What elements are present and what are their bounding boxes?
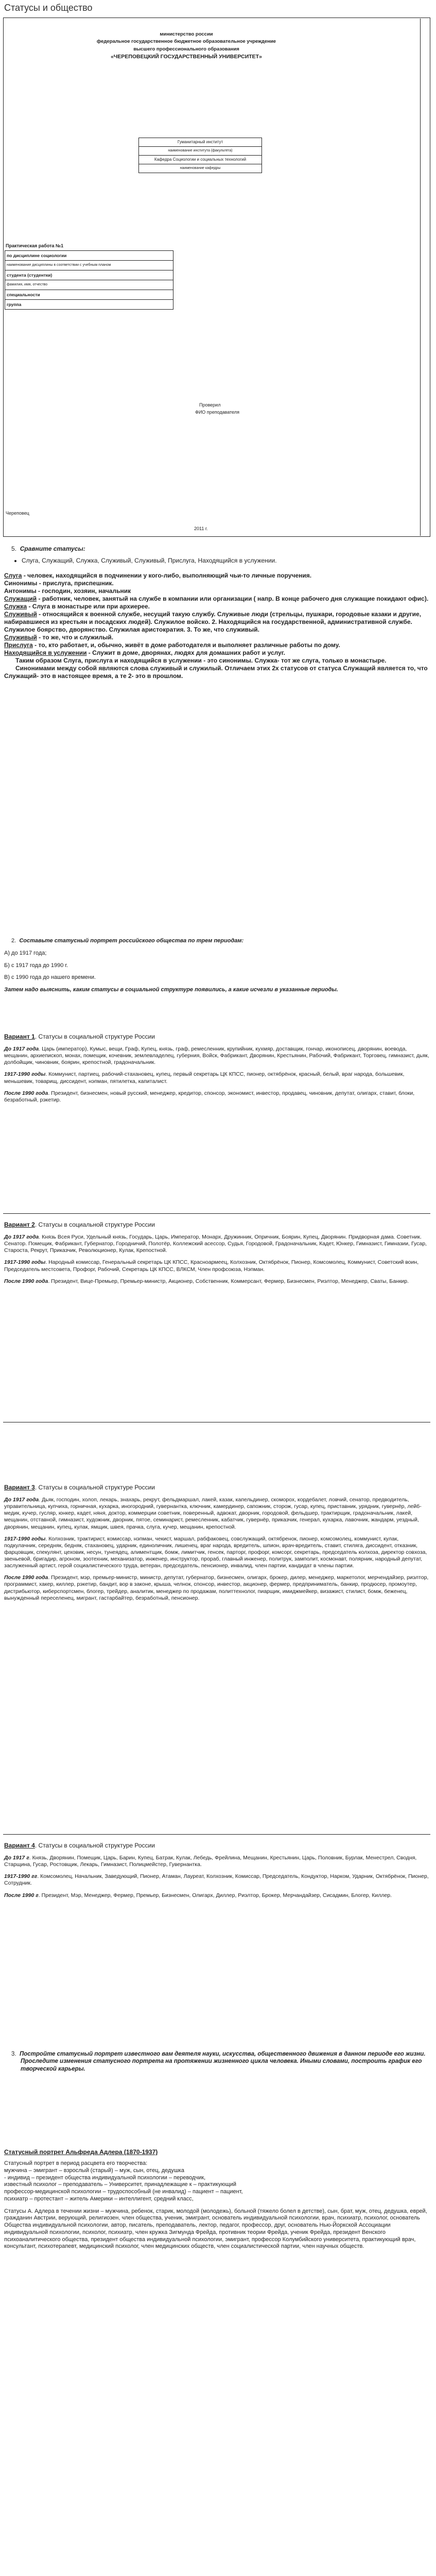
discipline-caption: наименование дисциплины в соответствии с учебным планом [5, 261, 173, 270]
task5-summary-1: Таким образом Слуга, прислуга и находящийся в услужении - это синонимы. Служка- тот же слуга, только в монастыре. [15, 657, 387, 664]
variant-title: Вариант 4. Статусы в социальной структуре России [4, 1842, 155, 1849]
divider [3, 1834, 430, 1835]
adler-paragraph: Статусы А. Адлера в течении жизни – мужчина, ребенок, старик, молодой (молодежь), больной (тяжело болел в детстве), сын, брат, муж, отец, дедушка, еврей, гражданин Австрии, верующий, религиозен, член общества, ученик, эмигрант, основатель индивидуальной психологии, врач, психиатр, психолог, основатель Общества индивидуальной психологии, автор, писатель, преподаватель, лектор, педагог, профессор, друг, основатель Нью-Йоркской Ассоциации индивидуальной психологии, психолог, психиатр, член кружка Зигмунда Фрейда, противник теории Фрейда, ученик Фрейда, президент Венского психоаналитического общества, президент общества индивидуальной психологии, эмигрант, профессор Колумбийского университета, практикующий врач, консультант, психотерапевт, медицинский психолог, член медицинских обществ, член социалистической партии, член научных обществ. [4, 2208, 427, 2250]
variant-block: 1917-1990 годы. Народный комиссар, Генеральный секретарь ЦК КПСС, Красноармеец, Колхозник, Октябрёнок, Пионер, Комсомолец, Коммунист, Советский воин, Председатель местсовета, Профорг, Рабочий, Секретарь ЦК КПСС, ВЛКСМ, Член профсоюза, Нэпман. [4, 1259, 419, 1273]
checked-label: Проверил [199, 402, 221, 408]
definition: Слуга - человек, находящийся в подчинении у кого-либо, выполняющий чьи-то личные поручения. [4, 572, 312, 579]
variant-block: После 1990 года. Президент, бизнесмен, новый русский, менеджер, кредитор, спонсор, экономист, инвестор, продавец, чиновник, депутат, олигарх, ставит, блоки, безработный, рэкетир. [4, 1090, 415, 1103]
divider [3, 1213, 430, 1214]
task5-section [4, 545, 429, 680]
institute-name: Гуманитарный институт [139, 138, 262, 147]
task5-heading: 5. Сравните статусы: [11, 545, 85, 552]
variant-block: После 1990 года. Президент, мэр, премьер-министр, министр, депутат, губернатор, бизнесмен, олигарх, брокер, дилер, менеджер, маркетолог, мерчендайзер, риэлтор, программист, хакер, киллер, рэкетир, бандит, вор в законе, крыша, челнок, спонсор, инвестор, акционер, фермер, предприниматель, банкир, продюсер, промоутер, дистрибьютор, киберспортсмен, блогер, трейдер, аналитик, менеджер по продажам, политтехнолог, пиарщик, имиджмейкер, визажист, стилист, бомж, беженец, вынужденный переселенец, мигрант, гастарбайтер, безработный, пенсионер. [4, 1574, 429, 1601]
page-title: Статусы и общество [4, 3, 93, 13]
variant-1 [4, 1033, 429, 1104]
definition: Служивый - относящийся к военной службе, несущий такую службу. Служивые люди (стрельцы, пушкари, городовые казаки и другие, набиравшиеся из крестьян и посадских людей). Служилое войско. 2. Находящийся на государственной, административной службе. Служилое боярство, дворянство. Служилая аристократия. 3. То же, что служивый. [4, 611, 422, 633]
variant-title: Вариант 1. Статусы в социальной структуре России [4, 1033, 155, 1040]
variant-block: После 1990 года. Президент, Вице-Премьер, Премьер-министр, Акционер, Собственник, Коммерсант, Фермер, Бизнесмен, Риэлтор, Менеджер, Сваты, Банкир. [4, 1278, 409, 1284]
definition: Находящийся в услужении - Служит в доме, дворянах, людях для домашних работ и услуг. [4, 649, 285, 656]
adler-line: профессор-медицинской психологии – трудоспособный (не инвалид) – пациент – пациент, [4, 2189, 243, 2195]
adler-line: Статусный портрет в период расцвета его творчества: [4, 2160, 148, 2166]
adler-section [4, 2148, 429, 2250]
definition: Синонимы - прислуга, приспешник. [4, 580, 114, 587]
adler-line: психиатр – протестант – житель Америки – интеллигент, средний класс, [4, 2195, 194, 2202]
variant-block: 1917-1990 годы. Коммунист, партиец, рабочий-стахановец, купец, первый секретарь ЦК КПСС, пионер, октябрёнок, красный, белый, враг народа, большевик, меньшевик, товарищ, диссидент, нэпман, пятилетка, капиталист. [4, 1071, 405, 1084]
task2-instruction: Затем надо выяснить, каким статусы в социальной структуре появились, а какие исчезли в указанные периоды. [4, 987, 338, 993]
variant-block: 1917-1990 годы. Колхозник, трактирист, комиссар, нэпман, чекист, маршал, рабфаковец, совслужащий, октябренок, пионер, комсомолец, коммунист, кулак, подкулачник, середняк, бедняк, стахановец, ударник, единоличник, лишенец, враг народа, вредитель, шпион, врач-вредитель, ставит, стиляга, диссидент, отказник, фарцовщик, спекулянт, цеховик, несун, тунеядец, алиментщик, бомж, лимитчик, генсек, парторг, профорг, комсорг, секретарь, председатель колхоза, директор совхоза, звеньевой, бригадир, агроном, зоотехник, механизатор, инженер, инструктор, прораб, главный инженер, политрук, замполит, космонавт, полярник, народный депутат, заслуженный артист, герой социалистического труда, ветеран, председатель, пенсионер, инвалид, член партии, кандидат в члены партии. [4, 1535, 427, 1569]
student-label: студента (студентки) [5, 270, 173, 280]
work-title: Практическая работа №1 [6, 243, 64, 248]
specialty-label: специальности [5, 290, 173, 300]
institute-caption: наименование института (факультета) [139, 147, 262, 156]
task5-summary-2: Синонимами между собой являются слова служивый и служилый. Отличаем этих 2х статусов от статуса Служащий является то, что Служащий- это в настоящее время, а те 2- это в прошлом. [4, 665, 428, 680]
adler-line: мужчина – эмигрант – взрослый (старый) – муж, сын, отец, дедушка [4, 2167, 184, 2174]
institution-line-2: высшего профессионального образования [133, 46, 239, 52]
year-label: 2011 г. [194, 526, 208, 531]
institution-line-1: федеральное государственное бюджетное образовательное учреждение [96, 39, 276, 44]
definition: Прислуга - то, кто работает, и, обычно, живёт в доме работодателя и выполняет различные работы по дому. [4, 641, 340, 649]
definition: Антонимы - господин, хозяин, начальник [4, 587, 131, 595]
variant-block: 1917-1990 гг. Комсомолец, Начальник, Заведующий, Пионер, Атаман, Лауреат, Колхозник, Комиссар, Председатель, Кондуктор, Нарком, Ударник, Октябрёнок, Пионер, Сотрудник. [4, 1873, 429, 1887]
task5-definitions [4, 572, 429, 680]
task2-section [4, 938, 429, 994]
variant-title: Вариант 3. Статусы в социальной структуре России [4, 1484, 155, 1491]
definition: Служка - Слуга в монастыре или при архиерее. [4, 603, 150, 610]
student-caption: фамилия, имя, отчество [5, 280, 173, 290]
period-b: Б) с 1917 года до 1990 г. [4, 962, 68, 969]
institute-table [138, 138, 262, 173]
variant-block: После 1990 г. Президент, Мэр, Менеджер, Фермер, Премьер, Бизнесмен, Олигарх, Диллер, Риэлтор, Брокер, Мерчандайзер, Сисадмин, Блогер, Киллер. [4, 1892, 392, 1899]
teacher-label: ФИО преподавателя [195, 410, 239, 415]
variant-3 [4, 1484, 429, 1602]
variant-block: До 1917 года. Князь Всея Руси, Удельный князь, Государь, Царь, Император, Монарх, Дружинник, Опричник, Боярин, Купец, Дворянин. Придворная дама. Советник. Сенатор. Помещик, Фабрикант, Губернатор, Городничий, Полотёр, Коллежский асессор, Судья, Городовой, Градоначальник, Кадет, Юнкер, Гимназист, Гимназии, Гусар, Староста, Рекрут, Приказчик, Революционер, Кулак, Крепостной. [4, 1234, 427, 1254]
definition: Служивый - то же, что и служилый. [4, 634, 114, 641]
variant-2 [4, 1221, 429, 1285]
period-c: В) с 1990 года до нашего времени. [4, 974, 96, 981]
group-label: группа [5, 300, 173, 310]
adler-title: Статусный портрет Альфреда Адлера (1870-1937) [4, 2148, 158, 2156]
university-name: «ЧЕРЕПОВЕЦКИЙ ГОСУДАРСТВЕННЫЙ УНИВЕРСИТЕТ» [111, 54, 262, 60]
task5-list [4, 557, 429, 565]
discipline-label: по дисциплине социологии [5, 251, 173, 261]
ministry-line: министерство россии [160, 31, 213, 37]
title-page-frame [3, 18, 430, 537]
student-info-table [5, 250, 173, 310]
adler-line: - индивид – президент общества индивидуальной психологии – переводчик, [4, 2174, 206, 2181]
variant-title: Вариант 2. Статусы в социальной структуре России [4, 1221, 155, 1228]
task2-heading: 2. Составьте статусный портрет российского общества по трем периодам: [11, 938, 244, 944]
department-caption: наименование кафедры [139, 164, 262, 173]
period-a: А) до 1917 года; [4, 950, 47, 956]
variant-block: До 1917 года. Дьяк, господин, холоп, лекарь, знахарь, рекрут, фельдмаршал, лакей, казак, капельдинер, скоморох, кордебалет, ловчий, сенатор, предводитель, управительница, купчиха, горничная, кухарка, иногородний, гувернантка, ключник, камердинер, сапожник, сторож, гусар, купец, приставник, урядник, гувернёр, лейб-медик, кучер, гусляр, юнкер, кадет, няня, доктор, коммерции советник, поверенный, адвокат, дворник, городовой, фельдшер, трактирщик, градоначальник, лакей, мещанин, отставной, гимназист, художник, дворник, пятое, семинарист, ремесленник, кабатчик, гувернёр, приказчик, генерал, кухарка, лавочник, жандарм, уездный, дворянин, мещанин, купец, кулак, ямщик, швея, прачка, слуга, кучер, мещанин, крепостной. [4, 1497, 422, 1530]
variant-block: До 1917 г. Князь, Дворянин, Помещик, Царь, Барин, Купец, Батрак, Кулак, Лебедь, Фрейлина, Мещанин, Крестьянин, Царь, Половник, Бурлак, Менестрел, Сводня, Старщина, Гусар, Ростовщик, Лекарь, Гимназист, Полицмейстер, Гувернантка. [4, 1855, 417, 1868]
variant-block: До 1917 года. Царь (император), Кумыс, вещи, Граф, Купец, князь, граф, ремесленник, крупийник, кухмяр, доставщик, гончар, иконописец, дворянин, воевода, мещанин, архиепископ, монах, помещик, кочевник, землевладелец, губерния, Войск, Фабрикант, Дворянин, Крестьянин, Рабочий, Фабрикант, Торговец, гимназист, дьяк, долбойщик, чиновник, боярин, крепостной, градоначальник. [4, 1046, 429, 1066]
task3-text: 3. Постройте статусный портрет известного вам деятеля науки, искусства, общественного движения в данном периоде его жизни. Проследите изменения статусного портрета на протяжении жизненного цикла человека. Иными словами, построить график его творческой карьеры. [11, 2051, 426, 2072]
department-name: Кафедра Социологии и социальных технологий [139, 156, 262, 164]
task3-section [4, 2050, 429, 2073]
task5-status-list: • Слуга, Служащий, Служка, Служивый, Служивый, Прислуга, Находящийся в услужении. [22, 557, 429, 565]
variant-4 [4, 1842, 429, 1899]
definition: Служащий - работник, человек, занятый на службе в компании или организации ( напр. В конце рабочего дня служащие покидают офис). [4, 595, 429, 602]
city-label: Череповец [6, 511, 29, 516]
adler-line: известный психолог – преподаватель – Университет, принадлежащие к – практикующий [4, 2181, 237, 2188]
